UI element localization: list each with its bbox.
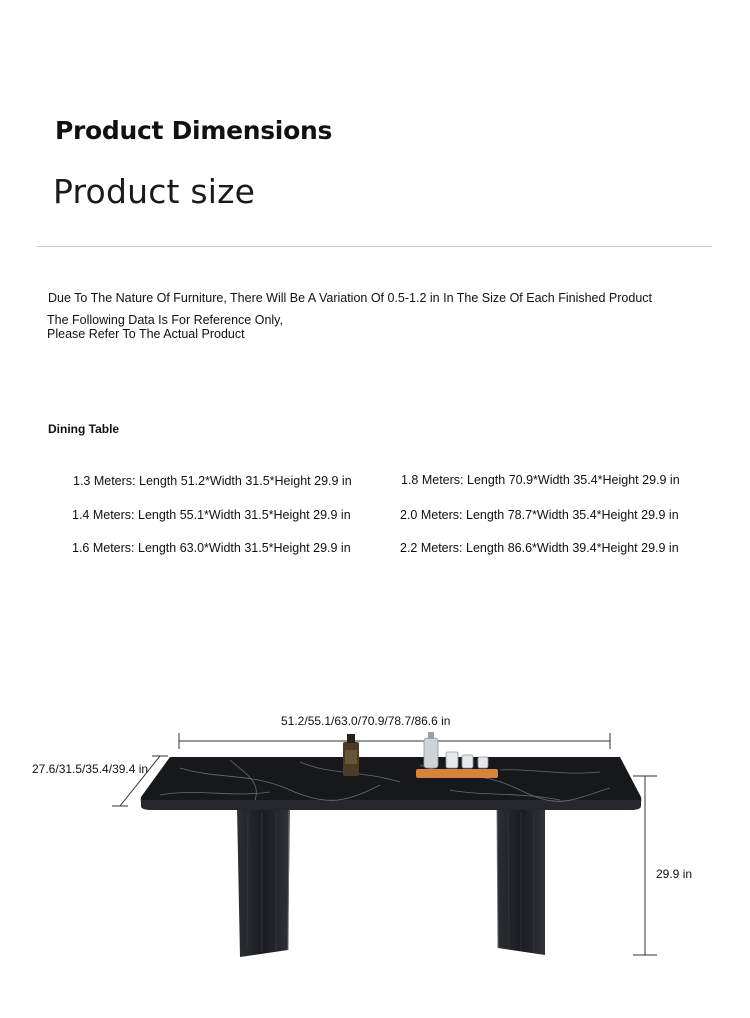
length-dimension-line	[179, 733, 610, 749]
page-subtitle: Product size	[53, 172, 256, 211]
variation-notice: Due To The Nature Of Furniture, There Will Be A Variation Of 0.5-1.2 in In The Size Of Each Finished Product	[48, 291, 653, 305]
decor-bottle-icon	[343, 734, 359, 776]
reference-notice: The Following Data Is For Reference Only,	[47, 313, 283, 327]
width-label: 27.6/31.5/35.4/39.4 in	[32, 762, 149, 776]
spec-left-1: 1.3 Meters: Length 51.2*Width 31.5*Height 29.9 in	[73, 474, 352, 488]
length-label: 51.2/55.1/63.0/70.9/78.7/86.6 in	[281, 714, 451, 728]
tray-with-glasses-icon	[416, 732, 498, 778]
spec-right-3: 2.2 Meters: Length 86.6*Width 39.4*Height 29.9 in	[400, 541, 679, 555]
height-label: 29.9 in	[656, 867, 693, 881]
page-title: Product Dimensions	[55, 116, 333, 145]
table-legs	[237, 806, 545, 957]
spec-left-2: 1.4 Meters: Length 55.1*Width 31.5*Height 29.9 in	[72, 508, 351, 522]
actual-product-notice: Please Refer To The Actual Product	[47, 327, 245, 341]
spec-right-2: 2.0 Meters: Length 78.7*Width 35.4*Height 29.9 in	[400, 508, 679, 522]
spec-right-1: 1.8 Meters: Length 70.9*Width 35.4*Height 29.9 in	[401, 473, 680, 487]
section-label: Dining Table	[48, 422, 120, 436]
marble-tabletop	[141, 757, 642, 810]
spec-left-3: 1.6 Meters: Length 63.0*Width 31.5*Height 29.9 in	[72, 541, 351, 555]
